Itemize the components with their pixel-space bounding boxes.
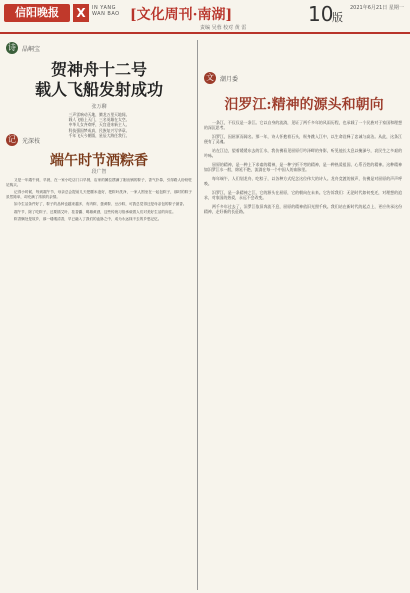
poem-line: 科技强国梦成真，民族复兴写华章。 — [68, 127, 130, 133]
poem-title-line1: 贺神舟十二号 — [50, 60, 147, 79]
essay-body — [6, 178, 192, 586]
essay-paragraph: 如今生活条件好了，粽子的品种也越来越多，有肉粽、蛋黄粽、豆沙粽，可我总觉得还是母亲包的粽子最香。 — [14, 202, 187, 206]
feature-paragraph: 汨罗江，是一条精神之江，它的源头在屈原，它的朝向在未来。它告诉我们：无论时代如何变迁，对理想的追求，对家国的热爱，永远不会改变。 — [204, 190, 402, 200]
essay-title: 端午时节酒粽香 — [50, 153, 148, 169]
poem-column-label: 晶峒宝 — [22, 46, 41, 53]
poem-badge-icon: 诗 — [8, 43, 16, 52]
poem-line: 三声雷响动天地，腾龙万里天地间。 — [68, 112, 130, 117]
essay-paragraph: 又是一年端午到，早晨，在一家小吃店门口早餐，店家的摊位摆满了刚出锅的粽子，香气扑鼻，引得路人纷纷驻足购买。 — [6, 178, 192, 187]
poem-line: 中华儿女齐欢呼，天宫迎来新主人。 — [68, 122, 130, 128]
feature-paragraph: 汨罗江，因屈原而闻名。那一年，诗人怀抱着石头，纵身跳入江中，以生命诠释了忠诚与高洁。从此，这条江便有了灵魂。 — [204, 134, 402, 144]
editor-credits: 责编 吴蓉 校对 黄 雷 — [200, 25, 247, 31]
logo-mark-icon: X — [73, 4, 89, 22]
column-divider — [197, 40, 198, 590]
issue-date: 2021年6月21日 星期一 — [350, 5, 404, 11]
page-unit: 版 — [332, 11, 343, 24]
feature-body — [204, 120, 402, 586]
newspaper-logo: 信阳晚报 — [4, 4, 70, 22]
essay-badge-icon: 记 — [8, 135, 16, 144]
essay-paragraph: 记得小时候，每到端午节，母亲总会提前几天把糯米泡好，把粽叶洗净，一家人围坐在一起包粽子，那时的粽子虽然简单，却充满了浓浓的亲情。 — [6, 190, 192, 199]
feature-badge-icon: 文 — [206, 73, 214, 82]
masthead — [0, 0, 410, 34]
poem-line: 载人飞船上天门，三名英雄在太空。 — [68, 117, 130, 123]
masthead-rule — [0, 32, 410, 34]
feature-paragraph: 两千多年过去了，汨罗江依旧奔流不息，屈原的精神依旧光照千秋。我们站在新时代的起点上，更应传承这份精神，走好新的长征路。 — [204, 204, 402, 214]
poem-title-line2: 载人飞船发射成功 — [34, 80, 163, 99]
paper-latin-name: IN YANG WAN BAO — [92, 5, 120, 17]
feature-paragraph: 屈原的精神，是一种上下求索的精神，是一种宁折不弯的精神，是一种热爱祖国、心系百姓的精神。这种精神如汨罗江水一般，绵延不绝，流淌在每一个中国人的血脉里。 — [204, 162, 402, 172]
essay-author: 段广智 — [91, 169, 107, 175]
feature-paragraph: 每年端午，人们划龙舟、吃粽子，以各种方式纪念这位伟大的诗人。龙舟竞渡的鼓声，仿佛是对屈原的声声呼唤。 — [204, 176, 402, 186]
feature-paragraph: 站在江边，望着缓缓东去的江水，我仿佛看见屈原行吟泽畔的身影，听见他长太息以掩涕兮，哀民生之多艰的吟咏。 — [204, 148, 402, 158]
section-title: [文化周刊·南湖] — [130, 7, 233, 23]
feature-paragraph: 一条江，不仅仅是一条江。它以自身的流淌，见证了两千多年的风雨历程，也承载了一个民族对于家国和理想的深沉思考。 — [204, 120, 402, 130]
feature-title: 汨罗江:精神的源头和朝向 — [224, 97, 384, 113]
essay-column-label: 光深枝 — [22, 138, 41, 145]
feature-column-label: 潮月委 — [220, 76, 239, 83]
poem-author: 张万聊 — [91, 104, 107, 110]
essay-paragraph: 粽香飘处是故乡，那一缕缕清香，早已融入了我们的血脉之中，成为永远抹不去的乡愁记忆。 — [14, 217, 162, 221]
essay-paragraph: 端午节，除了吃粽子，还要插艾叶、挂香囊、喝雄黄酒，这些传统习俗承载着人们对美好生活的向往。 — [14, 209, 176, 214]
feature-article — [202, 40, 406, 590]
essay-article — [4, 132, 194, 590]
poem-line: 千年飞天今朝圆，星辰大海任我行。 — [68, 132, 130, 138]
page-number: 10 — [308, 2, 334, 26]
